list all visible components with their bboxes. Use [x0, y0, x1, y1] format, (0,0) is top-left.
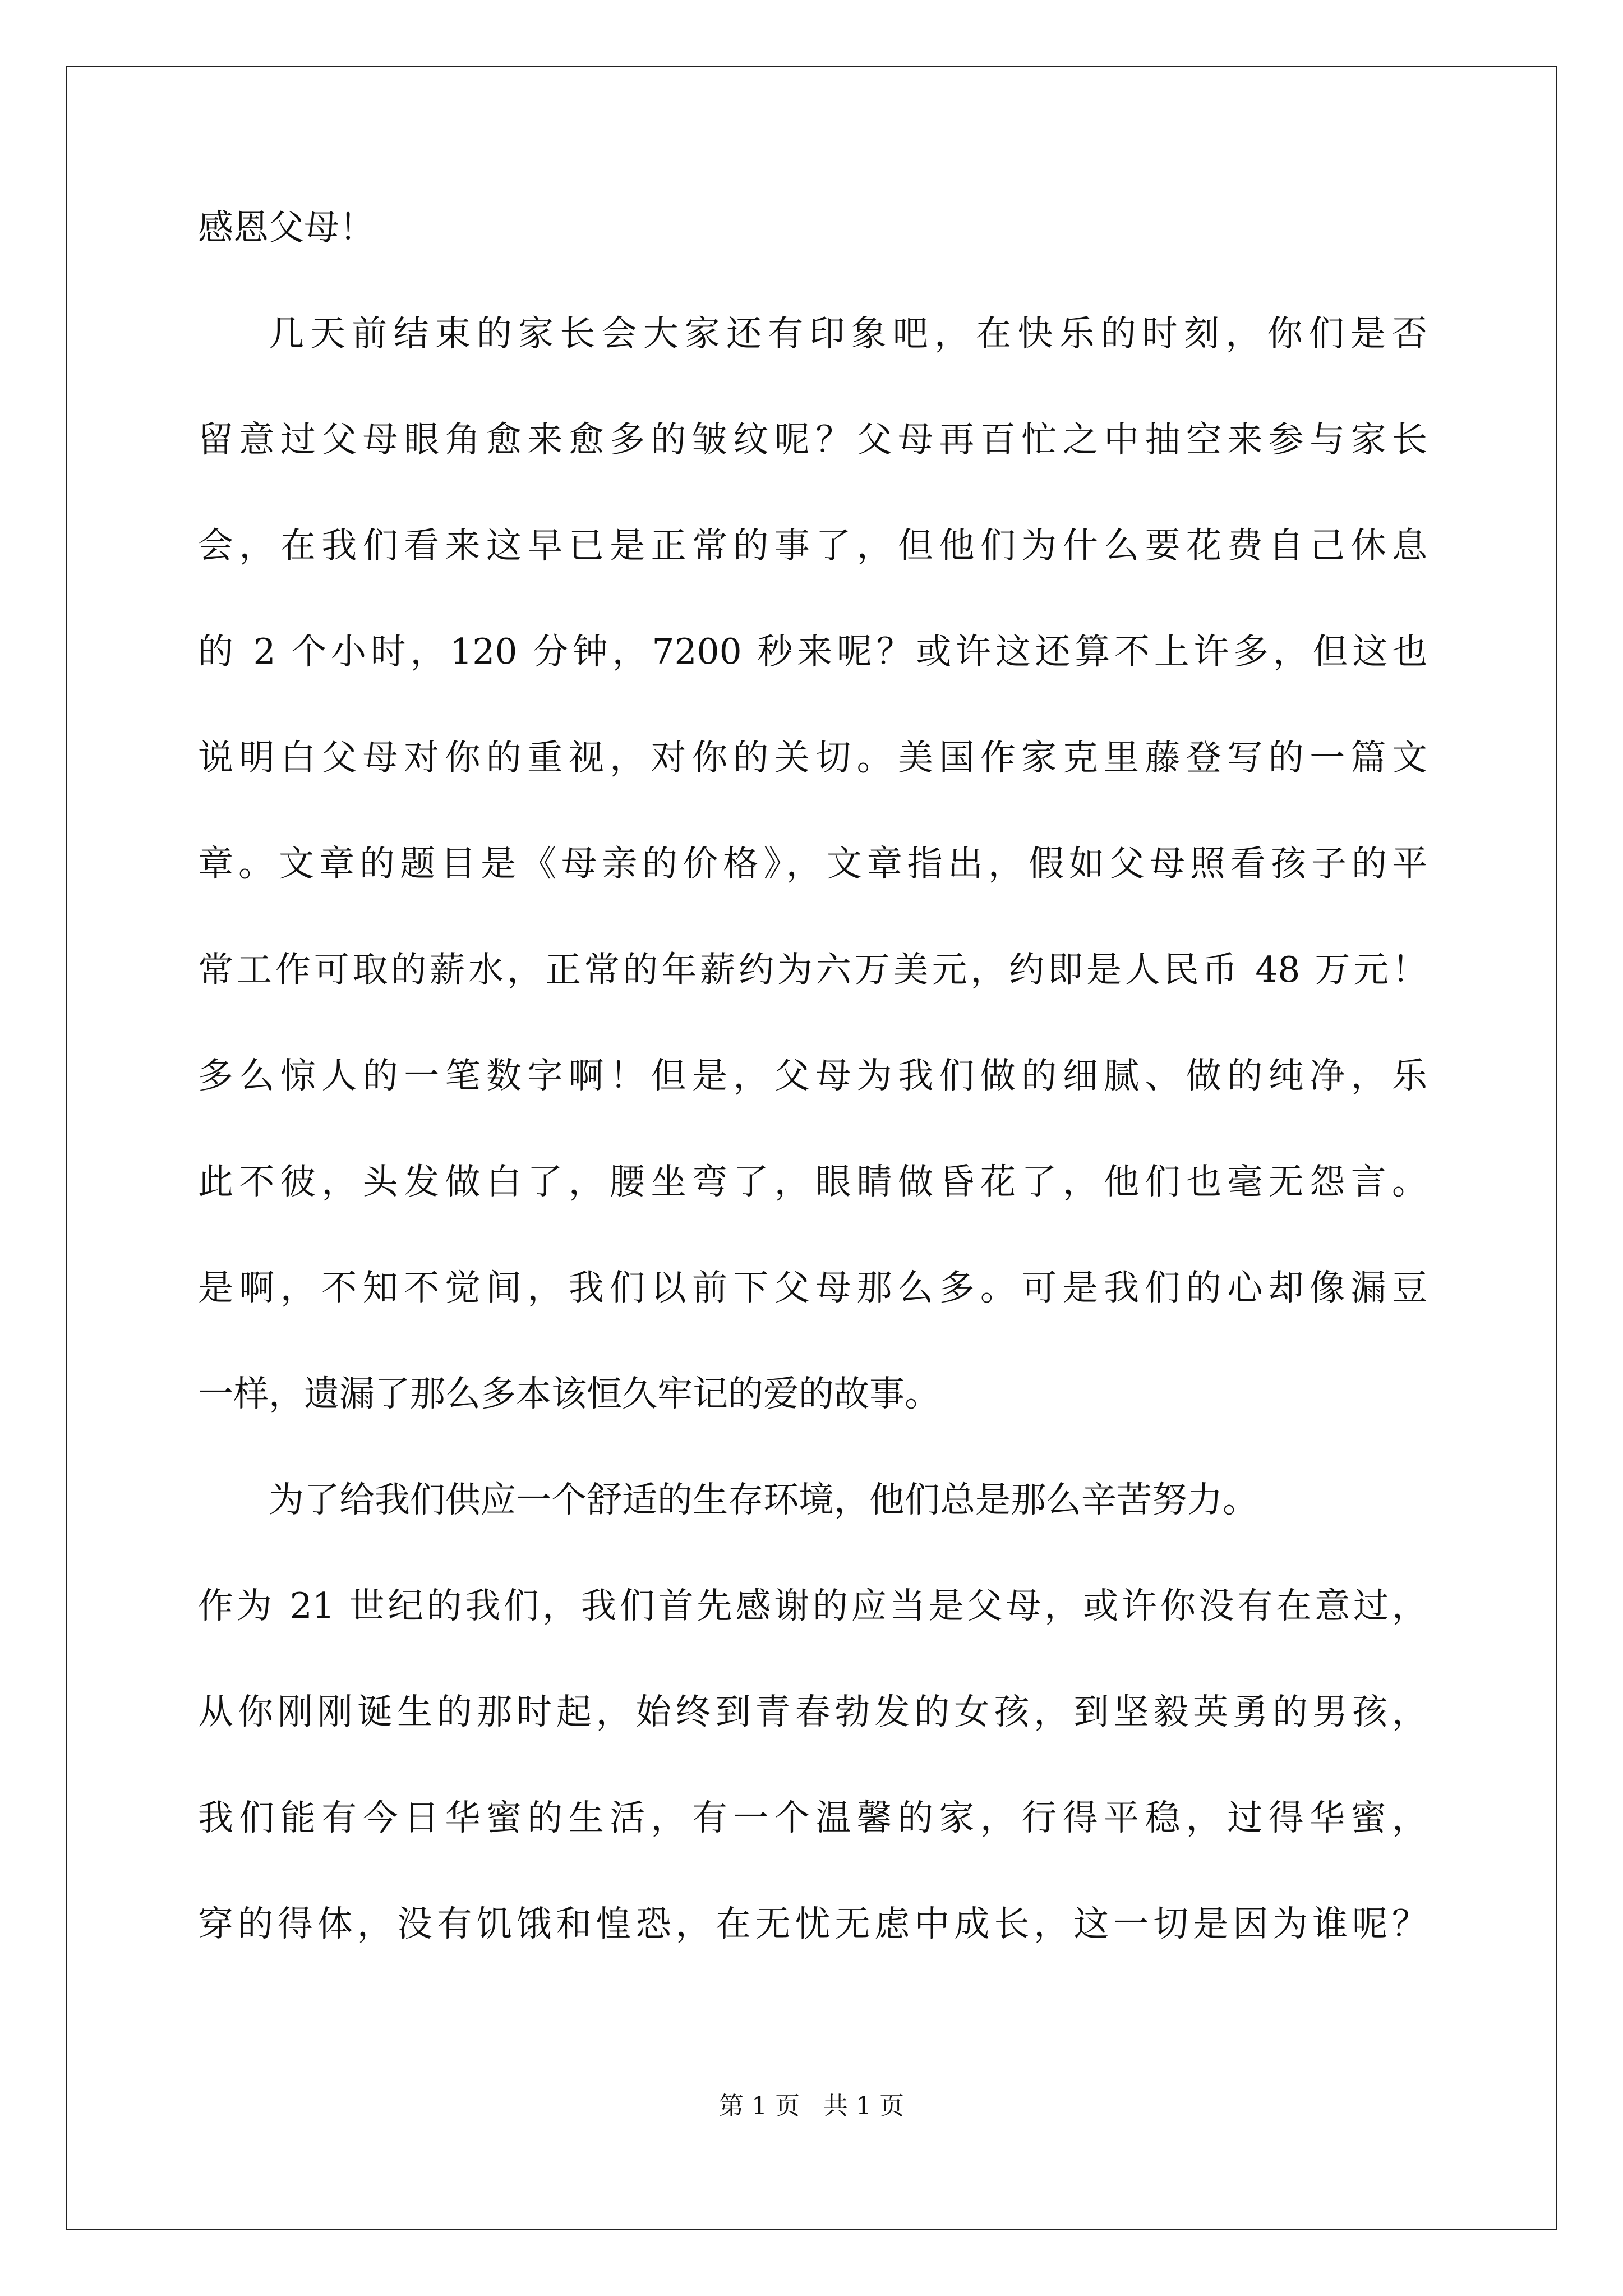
paragraph-line: 常工作可取的薪水，正常的年薪约为六万美元，约即是人民币 48 万元！	[198, 949, 1427, 990]
paragraph-line: 留意过父母眼角愈来愈多的皱纹呢？父母再百忙之中抽空来参与家长	[198, 419, 1427, 460]
paragraph-line: 多么惊人的一笔数字啊！但是，父母为我们做的细腻、做的纯净，乐	[198, 1055, 1427, 1096]
paragraph-line: 一样，遗漏了那么多本该恒久牢记的爱的故事。	[198, 1373, 940, 1414]
paragraph-line: 会，在我们看来这早已是正常的事了，但他们为什么要花费自己休息	[198, 525, 1427, 566]
paragraph-line: 的 2 个小时，120 分钟，7200 秒来呢？或许这还算不上许多，但这也	[198, 631, 1427, 672]
paragraph-line: 说明白父母对你的重视，对你的关切。美国作家克里藤登写的一篇文	[198, 737, 1427, 778]
paragraph-line: 我们能有今日华蜜的生活，有一个温馨的家，行得平稳，过得华蜜，	[198, 1797, 1427, 1838]
document-title: 感恩父母！	[198, 207, 375, 248]
paragraph-line: 是啊，不知不觉间，我们以前下父母那么多。可是我们的心却像漏豆	[198, 1267, 1427, 1308]
paragraph-line: 此不彼，头发做白了，腰坐弯了，眼睛做昏花了，他们也毫无怨言。	[198, 1161, 1427, 1202]
paragraph-line: 作为 21 世纪的我们，我们首先感谢的应当是父母，或许你没有在意过，	[198, 1585, 1427, 1626]
paragraph-line: 穿的得体，没有饥饿和惶恐，在无忧无虑中成长，这一切是因为谁呢？	[198, 1903, 1427, 1944]
paragraph-line: 从你刚刚诞生的那时起，始终到青春勃发的女孩，到坚毅英勇的男孩，	[198, 1691, 1427, 1732]
document-body	[198, 207, 1427, 2012]
paragraph-line: 几天前结束的家长会大家还有印象吧，在快乐的时刻，你们是否	[269, 313, 1427, 354]
paragraph-line: 章。文章的题目是《母亲的价格》，文章指出，假如父母照看孩子的平	[198, 843, 1427, 884]
page-number-footer: 第 1 页 共 1 页	[719, 2092, 904, 2120]
paragraph-line: 为了给我们供应一个舒适的生存环境，他们总是那么辛苦努力。	[269, 1479, 1258, 1520]
